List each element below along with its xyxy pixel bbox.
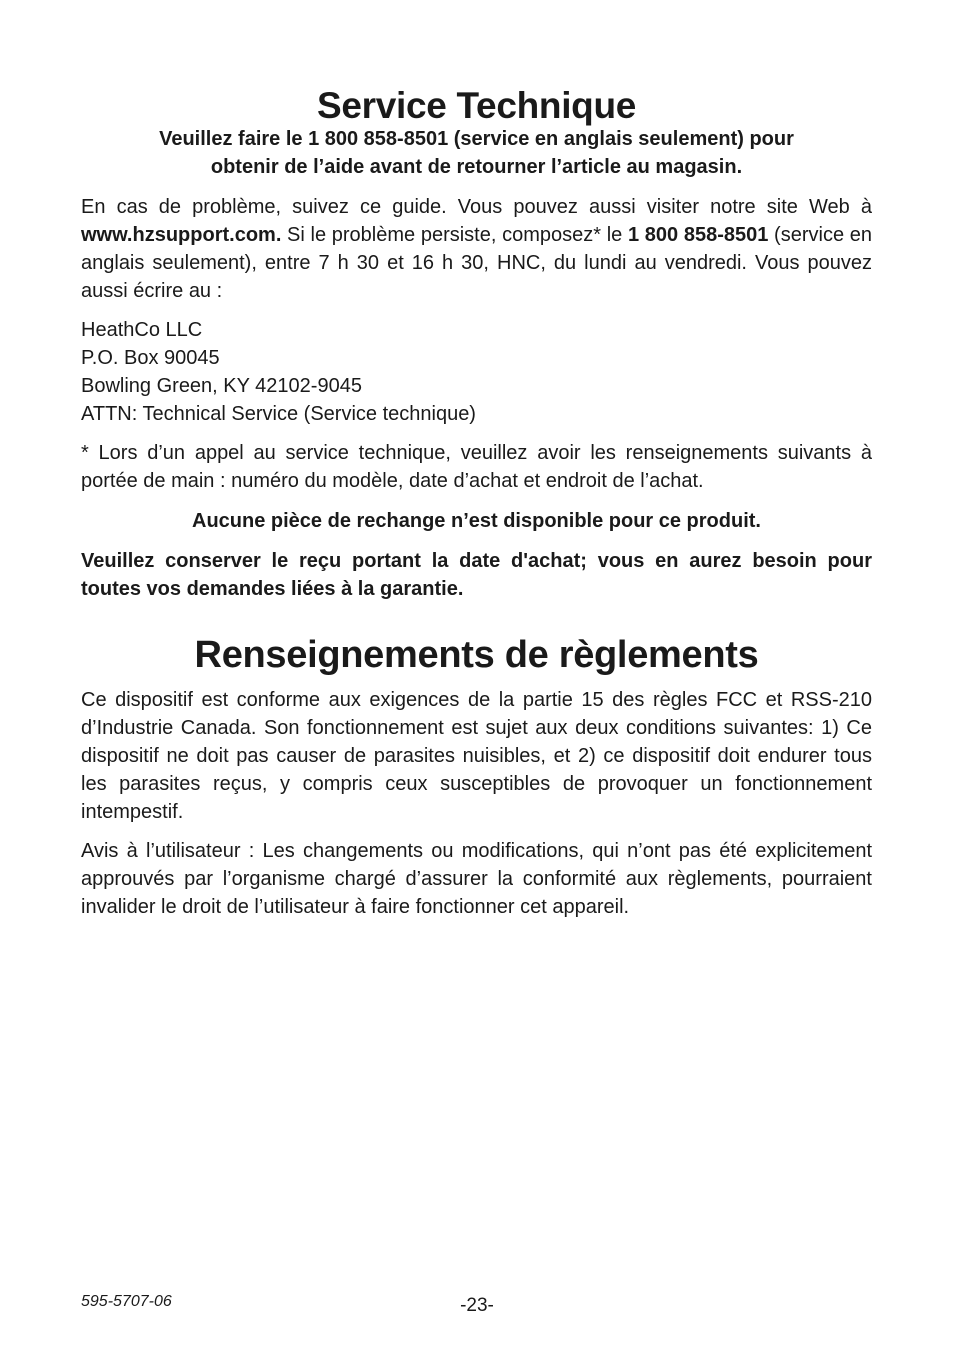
subhead-line-1: Veuillez faire le 1 800 858-8501 (service en anglais seulement) pour <box>159 128 794 150</box>
document-code: 595-5707-06 <box>81 1293 172 1310</box>
intro-paragraph <box>81 193 872 305</box>
page-number: -23- <box>460 1295 494 1316</box>
service-subheading <box>81 125 872 181</box>
address-line: ATTN: Technical Service (Service technique) <box>81 403 476 425</box>
no-parts-notice: Aucune pièce de rechange n’est disponible pour ce produit. <box>192 510 761 532</box>
user-notice-paragraph: Avis à l’utilisateur : Les changements ou modifications, qui n’ont pas été explicitement approuvés par l’organisme chargé d’assurer la conformité aux règlements, pourraient invalider le droit de l’utilisateur à faire fonctionner cet appareil. <box>81 840 872 918</box>
fcc-paragraph: Ce dispositif est conforme aux exigences de la partie 15 des règles FCC et RSS-210 d’Industrie Canada. Son fonctionnement est sujet aux deux conditions suivantes: 1) Ce dispositif ne doit pas causer de parasites nuisibles, et 2) ce dispositif doit endurer tous les parasites reçus, y compris ceux susceptibles de provoquer un fonctionnement intempestif. <box>81 689 872 823</box>
call-note-paragraph: * Lors d’un appel au service technique, veuillez avoir les renseignements suivants à portée de main : numéro du modèle, date d’achat et endroit de l’achat. <box>81 442 872 492</box>
mailing-address <box>81 316 872 428</box>
receipt-notice: Veuillez conserver le reçu portant la date d'achat; vous en aurez besoin pour toutes vos demandes liées à la garantie. <box>81 550 872 600</box>
phone-number: 1 800 858-8501 <box>627 224 769 246</box>
subhead-line-2: obtenir de l’aide avant de retourner l’article au magasin. <box>210 156 743 178</box>
service-technique-heading: Service Technique <box>316 85 637 126</box>
intro-text-2: Si le problème persiste, composez* le <box>281 224 628 246</box>
intro-text-1: En cas de problème, suivez ce guide. Vous pouvez aussi visiter notre site Web à <box>81 196 872 218</box>
address-line: Bowling Green, KY 42102-9045 <box>81 375 362 397</box>
address-line: HeathCo LLC <box>81 319 203 341</box>
website-link[interactable]: www.hzsupport.com. <box>81 224 282 246</box>
intro-text-3: (service en anglais seulement), entre 7 h 30 et 16 h 30, HNC, du lundi au vendredi. Vous pouvez aussi écrire au : <box>81 224 872 302</box>
regulations-heading: Renseignements de règlements <box>194 634 759 676</box>
address-line: P.O. Box 90045 <box>81 347 220 369</box>
